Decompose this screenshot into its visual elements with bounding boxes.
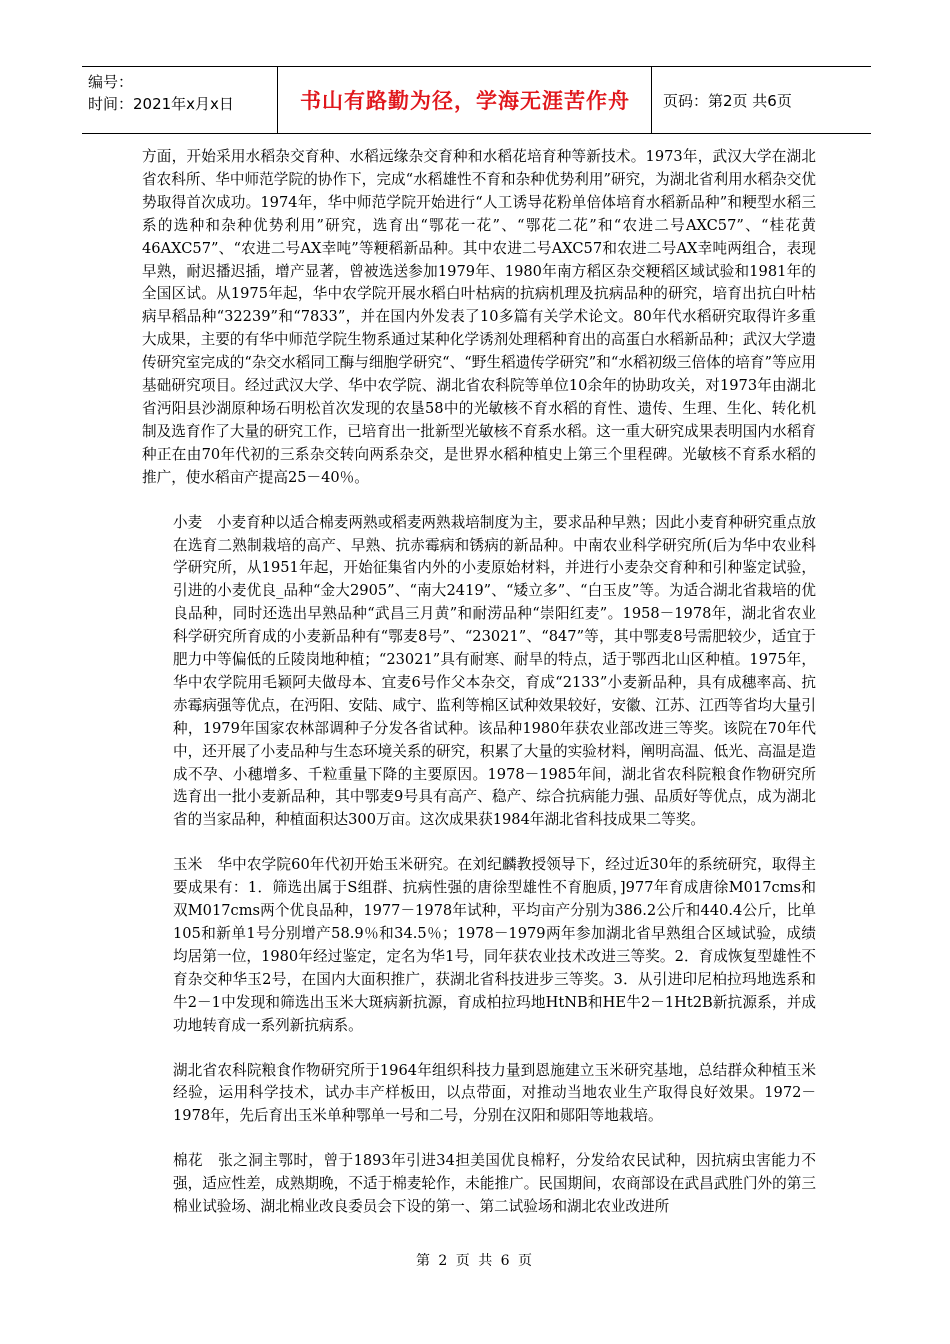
paragraph-rice: 方面，开始采用水稻杂交育种、水稻远缘杂交育种和水稻花培育种等新技术。1973年，武汉大学在湖北省农科所、华中师范学院的协作下，完成“水稻雄性不育和杂种优势利用”研究，为湖北省利用水稻杂交优势取得首次成功。1974年，华中师范学院开始进行“人工诱导花粉单倍体培育水稻新品种”和粳型水稻三系的选种和杂种优势利用”研究，选育出“鄂花一花”、“鄂花二花”和“农进二号AXC57”、“桂花黄46AXC57”、“农进二号AX幸吨”等粳稻新品种。其中农进二号AXC57和农进二号AX幸吨两组合，表现早熟，耐迟播迟插，增产显著，曾被选送参加1979年、1980年南方稻区杂交粳稻区域试验和1981年的全国区试。从1975年起，华中农学院开展水稻白叶枯病的抗病机理及抗病品种的研究，培育出抗白叶枯病早稻品种“32239”和“7833”，并在国内外发表了10多篇有关学术论文。80年代水稻研究取得许多重大成果，主要的有华中师范学院生物系通过某种化学诱剂处理稻种育出的高蛋白水稻新品种；武汉大学遗传研究室完成的“杂交水稻同工酶与细胞学研究“、“野生稻遗传学研究”和“水稻初级三倍体的培育”等应用基础研究项目。经过武汉大学、华中农学院、湖北省农科院等单位10余年的协助攻关，对1973年由湖北省沔阳县沙湖原种场石明松首次发现的农垦58中的光敏核不育水稻的育性、遗传、生理、生化、转化机制及选育作了大量的研究工作，已培育出一批新型光敏核不育系水稻。这一重大研究成果表明国内水稻育种正在由70年代初的三系杂交转向两系杂交，是世界水稻种植史上第三个里程碑。光敏核不育系水稻的推广，使水稻亩产提高25－40％。 [142, 148, 816, 486]
paragraph-corn-enshi: 湖北省农科院粮食作物研究所于1964年组织科技力量到恩施建立玉米研究基地，总结群众种植玉米经验，运用科学技术，试办丰产样板田，以点带面，对推动当地农业生产取得良好效果。1972－1978年，先后育出玉米单种鄂单一号和二号，分别在汉阳和郧阳等地栽培。 [173, 1061, 816, 1125]
header-divider [277, 67, 278, 133]
document-time: 时间：2021年x月x日 [88, 95, 234, 113]
paragraph-cotton: 棉花 张之洞主鄂时，曾于1893年引进34担美国优良棉籽，分发给农民试种，因抗病虫害能力不强，适应性差，成熟期晚，不适于棉麦轮作，未能推广。民国期间，农商部设在武昌武胜门外的第三棉业试验场、湖北棉业改良委员会下设的第一、第二试验场和湖北农业改进所 [173, 1152, 816, 1216]
header-divider [651, 67, 652, 133]
header-page-info: 页码：第2页 共6页 [663, 91, 792, 110]
document-body [142, 146, 816, 1241]
page-footer: 第 2 页 共 6 页 [415, 1253, 535, 1269]
page-header [82, 66, 871, 134]
header-meta [88, 71, 234, 115]
document-number: 编号： [88, 73, 134, 91]
paragraph-wheat: 小麦 小麦育种以适合棉麦两熟或稻麦两熟栽培制度为主，要求品种早熟；因此小麦育种研究重点放在选育二熟制栽培的高产、早熟、抗赤霉病和锈病的新品种。中南农业科学研究所(后为华中农业科学研究所，从1951年起，开始征集省内外的小麦原始材料，并进行小麦杂交育种和引种鉴定试验，引进的小麦优良_品种“金大2905”、“南大2419”、“矮立多”、“白玉皮”等。为适合湖北省栽培的优良品种，同时还选出早熟品种“武昌三月黄”和耐涝品种“崇阳红麦”。1958－1978年，湖北省农业科学研究所育成的小麦新品种有“鄂麦8号”、“23021”、“847”等，其中鄂麦8号需肥较少，适宜于肥力中等偏低的丘陵岗地种植；“23021”具有耐寒、耐旱的特点，适于鄂西北山区种植。1975年，华中农学院用毛颖阿夫做母本、宜麦6号作父本杂交，育成“2133”小麦新品种，具有成穗率高、抗赤霉病强等优点，在沔阳、安陆、咸宁、监利等棉区试种效果较好，安徽、江苏、江西等省均大量引种，1979年国家农林部调种子分发各省试种。该品种1980年获农业部改进三等奖。该院在70年代中，还开展了小麦品种与生态环境关系的研究，积累了大量的实验材料，阐明高温、低光、高温是造成不孕、小穗增多、千粒重量下降的主要原因。1978－1985年间，湖北省农科院粮食作物研究所选育出一批小麦新品种，其中鄂麦9号具有高产、稳产、综合抗病能力强、品质好等优点，成为湖北省的当家品种，种植面积达300万亩。这次成果获1984年湖北省科技成果二等奖。 [173, 513, 816, 829]
paragraph-corn: 玉米 华中农学院60年代初开始玉米研究。在刘纪麟教授领导下，经过近30年的系统研究，取得主要成果有：1．筛选出属于S组群、抗病性强的唐徐型雄性不育胞质，]977年育成唐徐M017cms和双M017cms两个优良品种，1977－1978年试种，平均亩产分别为386.2公斤和440.4公斤，比单105和新单1号分别增产58.9％和34.5％；1978－1979两年参加湖北省早熟组合区域试验，成绩均居第一位，1980年经过鉴定，定名为华1号，同年获农业技术改进三等奖。2．育成恢复型雄性不育杂交种华玉2号，在国内大面积推广，获湖北省科技进步三等奖。3．从引进印尼柏拉玛地选系和牛2－1中发现和筛选出玉米大斑病新抗源，育成柏拉玛地HtNB和HE牛2－1Ht2B新抗源系，并成功地转育成一系列新抗病系。 [173, 856, 816, 1034]
header-slogan: 书山有路勤为径，学海无涯苦作舟 [300, 89, 630, 113]
